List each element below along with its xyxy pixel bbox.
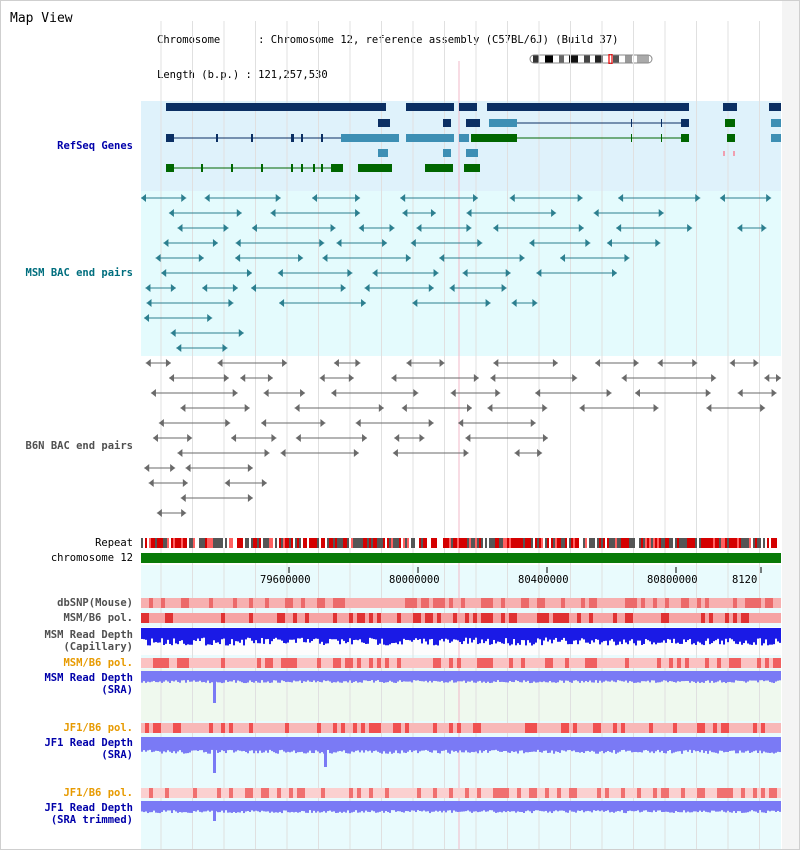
- vertical-scrollbar[interactable]: [782, 1, 800, 850]
- chromosome-bar: [141, 553, 781, 563]
- refseq-track-bg: [141, 101, 781, 191]
- label-chromosome: chromosome 12: [50, 552, 133, 564]
- msm-b6-pol-track-1: [141, 613, 781, 623]
- jf1-b6-pol-track-1: [141, 723, 781, 733]
- label-jf1-read-depth-sra-trimmed: JF1 Read Depth (SRA trimmed): [44, 802, 133, 826]
- label-msm-read-depth-sra: MSM Read Depth (SRA): [44, 672, 133, 696]
- label-jf1-b6-pol-2: JF1/B6 pol.: [63, 787, 133, 799]
- repeat-track: [141, 538, 781, 548]
- jf1-b6-pol-track-2: [141, 788, 781, 798]
- svg-text:80400000: 80400000: [518, 574, 569, 586]
- svg-text:80000000: 80000000: [389, 574, 440, 586]
- label-msm-bac-end-pairs: MSM BAC end pairs: [25, 267, 133, 279]
- info-length: Length (b.p.) : 121,257,530: [157, 68, 328, 81]
- label-b6n-bac-end-pairs: B6N BAC end pairs: [25, 440, 133, 452]
- label-dbsnp: dbSNP(Mouse): [57, 597, 133, 609]
- label-jf1-b6-pol-1: JF1/B6 pol.: [63, 722, 133, 734]
- svg-text:8120: 8120: [732, 574, 758, 586]
- label-msm-read-depth-capillary: MSM Read Depth (Capillary): [44, 629, 133, 653]
- info-chromosome: Chromosome : Chromosome 12, reference assembly (C57BL/6J) (Build 37): [157, 34, 619, 46]
- view-title: Map View: [10, 11, 73, 26]
- label-jf1-read-depth-sra: JF1 Read Depth (SRA): [44, 737, 133, 761]
- label-msm-b6-pol-1: MSM/B6 pol.: [63, 612, 133, 624]
- label-msm-b6-pol-2: MSM/B6 pol.: [63, 657, 133, 669]
- b6n-bac-track-bg: [141, 356, 781, 536]
- dbsnp-track: [141, 598, 781, 608]
- label-repeat: Repeat: [95, 537, 133, 549]
- label-refseq-genes: RefSeq Genes: [57, 140, 133, 152]
- msm-b6-pol-track-2: [141, 658, 781, 668]
- svg-text:79600000: 79600000: [260, 574, 311, 586]
- svg-text:80800000: 80800000: [647, 574, 698, 586]
